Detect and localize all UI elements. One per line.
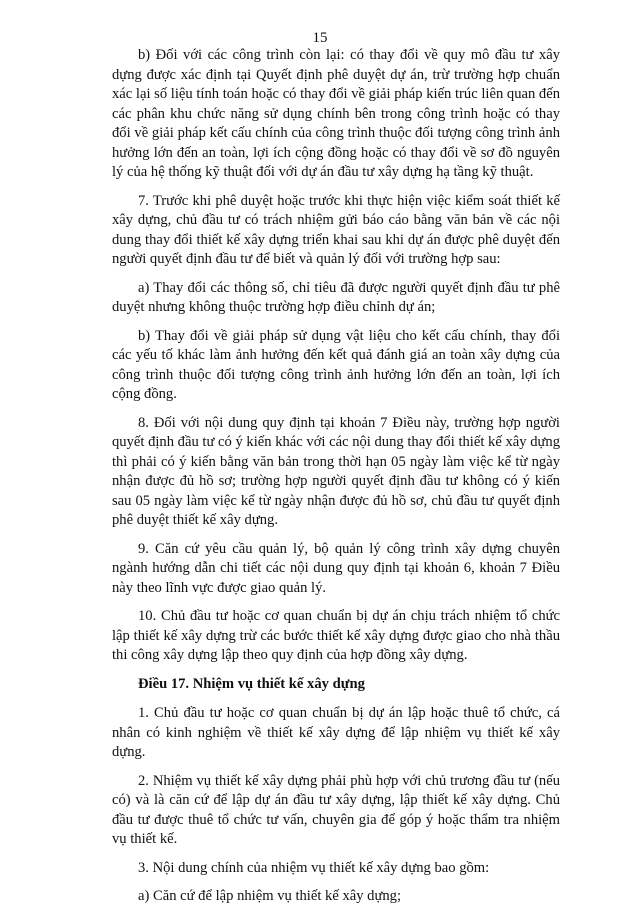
paragraph-article17-3a: a) Căn cứ để lập nhiệm vụ thiết kế xây dựng;	[138, 888, 402, 904]
document-body	[112, 46, 560, 916]
paragraph-article17-2: 2. Nhiệm vụ thiết kế xây dựng phải phù hợp với chủ trương đầu tư (nếu có) và là căn cứ để lập dự án đầu tư xây dựng, lập thiết kế xây dựng. Chủ đầu tư được thuê tổ chức tư vấn, chuyên gia để góp ý hoặc thẩm tra nhiệm vụ thiết kế.	[112, 772, 560, 847]
paragraph-article17-1: 1. Chủ đầu tư hoặc cơ quan chuẩn bị dự án lập hoặc thuê tổ chức, cá nhân có kinh nghiệm về thiết kế xây dựng để lập nhiệm vụ thiết kế xây dựng.	[112, 705, 560, 760]
paragraph-article16-9: 9. Căn cứ yêu cầu quản lý, bộ quản lý công trình xây dựng chuyên ngành hướng dẫn chi tiết các nội dung quy định tại khoản 6, khoản 7 Điều này theo lĩnh vực được giao quản lý.	[112, 540, 560, 596]
paragraph-article16-7: 7. Trước khi phê duyệt hoặc trước khi thực hiện việc kiểm soát thiết kế xây dựng, chủ đầu tư có trách nhiệm gửi báo cáo bằng văn bản về các nội dung thay đổi thiết kế xây dựng triển khai sau khi dự án được phê duyệt đến người quyết định đầu tư để biết và quản lý đối với trường hợp sau:	[112, 192, 560, 267]
paragraph-article16-5b: b) Đối với các công trình còn lại: có thay đổi về quy mô đầu tư xây dựng được xác định tại Quyết định phê duyệt dự án, trừ trường hợp chuẩn xác lại số liệu tính toán hoặc có thay đổi về giải pháp kiến trúc liên quan đến các phân khu chức năng sử dụng chính bên trong công trình hoặc có thay đổi về giải pháp kết cấu chính của công trình thuộc đối tượng công trình ảnh hưởng lớn đến an toàn, lợi ích cộng đồng hoặc có thay đổi về sơ đồ nguyên lý của hệ thống kỹ thuật đối với dự án đầu tư xây dựng hạ tầng kỹ thuật.	[112, 47, 560, 180]
paragraph-article16-8: 8. Đối với nội dung quy định tại khoản 7 Điều này, trường hợp người quyết định đầu tư có ý kiến khác với các nội dung thay đổi thiết kế xây dựng thì phải có ý kiến bằng văn bản trong thời hạn 05 ngày làm việc kể từ ngày nhận được đủ hồ sơ; trường hợp người quyết định đầu tư không có ý kiến sau 05 ngày làm việc kể từ ngày nhận được đủ hồ sơ, chủ đầu tư quyết định phê duyệt thiết kế xây dựng.	[112, 414, 560, 528]
paragraph-article17-3: 3. Nội dung chính của nhiệm vụ thiết kế xây dựng bao gồm:	[138, 859, 490, 876]
paragraph-article16-7b: b) Thay đổi về giải pháp sử dụng vật liệu cho kết cấu chính, thay đổi các yếu tố khác làm ảnh hưởng đến kết quả đánh giá an toàn xây dựng của công trình thuộc đối tượng công trình ảnh hưởng lớn đến an toàn, lợi ích cộng đồng.	[112, 327, 560, 402]
article-17-heading: Điều 17. Nhiệm vụ thiết kế xây dựng	[138, 675, 365, 692]
paragraph-article16-7a: a) Thay đổi các thông số, chỉ tiêu đã được người quyết định đầu tư phê duyệt nhưng không thuộc trường hợp điều chỉnh dự án;	[112, 279, 560, 315]
page-number: 15	[312, 30, 328, 46]
paragraph-article16-10: 10. Chủ đầu tư hoặc cơ quan chuẩn bị dự án chịu trách nhiệm tổ chức lập thiết kế xây dựng trừ các bước thiết kế xây dựng được giao cho nhà thầu thi công xây dựng lập theo quy định của hợp đồng xây dựng.	[112, 608, 560, 663]
